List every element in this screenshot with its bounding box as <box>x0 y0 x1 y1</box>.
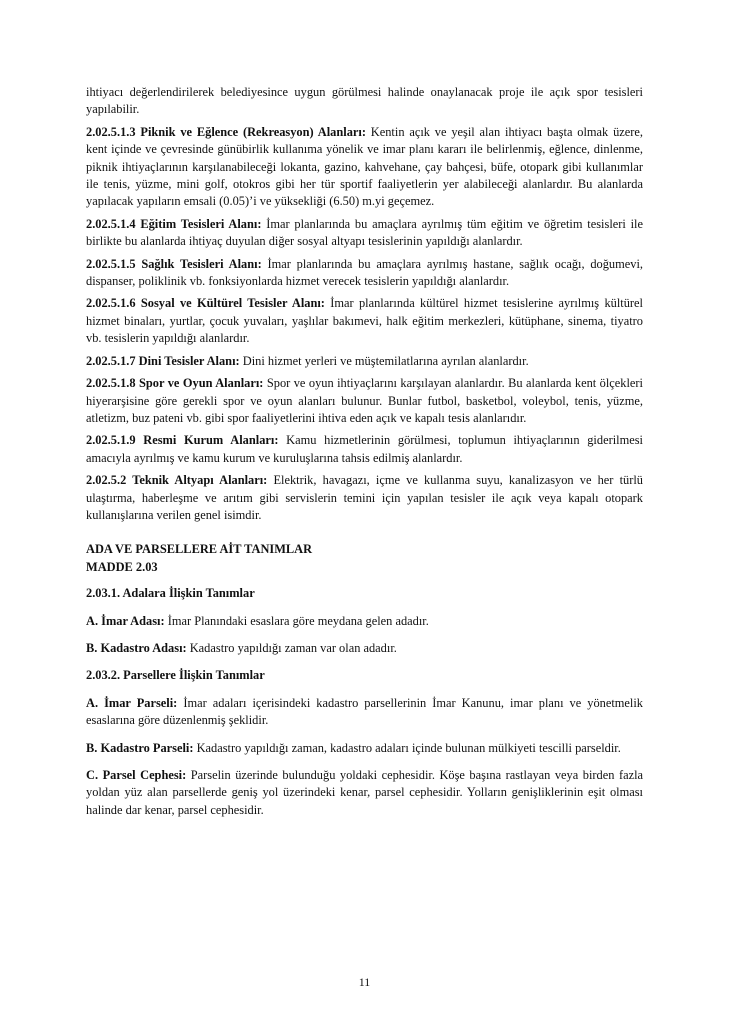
paragraph-text: İmar planlarında bu amaçlara ayrılmış tüm eğitim ve öğretim tesisleri ile birlikte bu alanlarda ihtiyaç duyulan diğer sosyal altyapı tesislerinin yapıldığı alanlardır. <box>86 216 643 249</box>
paragraph-label: 2.02.5.1.3 Piknik ve Eğlence (Rekreasyon) Alanları: <box>86 124 366 139</box>
definition-kadastro-adasi <box>86 640 643 657</box>
definition-text: İmar adaları içerisindeki kadastro parsellerinin İmar Kanunu, imar planı ve yönetmelik esaslarına göre düzenlenmiş şeklidir. <box>86 695 644 728</box>
paragraph-intro <box>86 84 643 119</box>
definition-text: Kadastro yapıldığı zaman, kadastro adaları içinde bulunan mülkiyeti tescilli parseldir. <box>193 740 621 755</box>
paragraph-label: 2.02.5.1.4 Eğitim Tesisleri Alanı: <box>86 216 262 231</box>
paragraph-text: Kamu hizmetlerinin görülmesi, toplumun ihtiyaçlarının giderilmesi amacıyla ayrılmış ve kamu kurum ve kuruluşlarına tahsis edilmiş alanlardır. <box>86 433 643 465</box>
paragraph-text: Elektrik, havagazı, içme ve kullanma suyu, kanalizasyon ve her türlü ulaştırma, haberleşme ve arıtım gibi servislerin temini için yapılan tesisler ile açık veya kapalı otopark kullanışlarına verilen genel isimdir. <box>86 473 643 522</box>
definition-label: B. Kadastro Adası: <box>86 640 187 655</box>
page-number: 11 <box>358 975 371 989</box>
paragraph-egitim <box>86 216 643 251</box>
definition-imar-adasi <box>86 613 643 630</box>
document-page <box>86 84 643 829</box>
paragraph-text: Kentin açık ve yeşil alan ihtiyacı başta olmak üzere, kent içinde ve çevresinde günübirlik kullanıma yönelik ve imar planı kararı ile belirlenmiş, eğlence, dinlenme, piknik ihtiyaçlarının karşılanabileceği lokanta, gazino, kahvehane, çay bahçesi, büfe, otopark gibi kullanımlar ile tenis, yüzme, mini golf, otokros gibi her tür sportif faaliyetlerin yer alabileceği alanlardır. Bu alanlarda yapılacak yapıların emsali (0.05)’i ve yüksekliği (6.50) m.yi geçemez. <box>86 124 643 209</box>
definition-imar-parseli <box>86 695 643 730</box>
paragraph-label: 2.02.5.1.9 Resmi Kurum Alanları: <box>86 433 279 448</box>
paragraph-label: 2.02.5.1.8 Spor ve Oyun Alanları: <box>86 376 264 391</box>
paragraph-text: Spor ve oyun ihtiyaçlarını karşılayan alanlardır. Bu alanlarda kent ölçekleri hiyerarşisine göre gerekli spor ve oyun alanları bulunur. Bunlar futbol, basketbol, voleybol, tenis, yüzme, atletizm, buz pateni vb. gibi spor faaliyetlerini ihtiva eden açık ve kapalı tesis alanlarıdır. <box>86 376 643 425</box>
article-number: MADDE 2.03 <box>86 559 158 574</box>
paragraph-spor <box>86 375 643 427</box>
definition-text: Kadastro yapıldığı zaman var olan adadır. <box>186 640 397 655</box>
paragraph-label: 2.02.5.1.6 Sosyal ve Kültürel Tesisler Alanı: <box>86 296 325 311</box>
paragraph-text: İmar planlarında kültürel hizmet tesislerine ayrılmış kültürel hizmet binaları, yurtlar, çocuk yuvaları, yaşlılar bakımevi, halk eğitim merkezleri, kütüphane, sinema, tiyatro vb. tesislerin yapıldığı alanlardır. <box>86 296 643 346</box>
paragraph-label: 2.02.5.1.5 Sağlık Tesisleri Alanı: <box>86 256 262 271</box>
paragraph-text: Dini hizmet yerleri ve müştemilatlarına ayrılan alanlardır. <box>239 353 529 368</box>
paragraph-text: İmar planlarında bu amaçlara ayrılmış hastane, sağlık ocağı, doğumevi, dispanser, poliklinik vb. fonksiyonlarda hizmet verecek tesislerin yapıldığı alanlardır. <box>86 256 643 289</box>
paragraph-label: 2.02.5.1.7 Dini Tesisler Alanı: <box>86 353 240 368</box>
definition-text: İmar Planındaki esaslara göre meydana gelen adadır. <box>164 613 429 628</box>
paragraph-resmi <box>86 432 643 467</box>
definition-text: Parselin üzerinde bulunduğu yoldaki cephesidir. Köşe başına rastlayan veya birden fazla yoldan yüz alan parsellerde geniş yol üzerindeki kenar, parsel cephesidir. Yolların genişliklerinin eşit olması halinde dar kenar, parsel cephesidir. <box>86 768 644 817</box>
definition-kadastro-parseli <box>86 740 643 757</box>
paragraph-rekreasyon <box>86 124 643 211</box>
subsection-title-parseller: 2.03.2. Parsellere İlişkin Tanımlar <box>86 668 265 683</box>
section-title: ADA VE PARSELLERE AİT TANIMLAR <box>86 542 313 557</box>
definition-label: A. İmar Parseli: <box>86 695 178 710</box>
paragraph-sosyal <box>86 295 643 347</box>
definition-label: C. Parsel Cephesi: <box>86 768 187 782</box>
paragraph-teknik <box>86 472 643 524</box>
subsection-title-adalar: 2.03.1. Adalara İlişkin Tanımlar <box>86 586 255 601</box>
paragraph-text: ihtiyacı değerlendirilerek belediyesince uygun görülmesi halinde onaylanacak proje ile açık spor tesisleri yapılabilir. <box>86 85 643 117</box>
paragraph-saglik <box>86 256 643 291</box>
definition-parsel-cephesi <box>86 767 643 819</box>
paragraph-dini <box>86 353 643 370</box>
definition-label: A. İmar Adası: <box>86 613 165 628</box>
definition-label: B. Kadastro Parseli: <box>86 740 194 755</box>
paragraph-label: 2.02.5.2 Teknik Altyapı Alanları: <box>86 473 268 488</box>
